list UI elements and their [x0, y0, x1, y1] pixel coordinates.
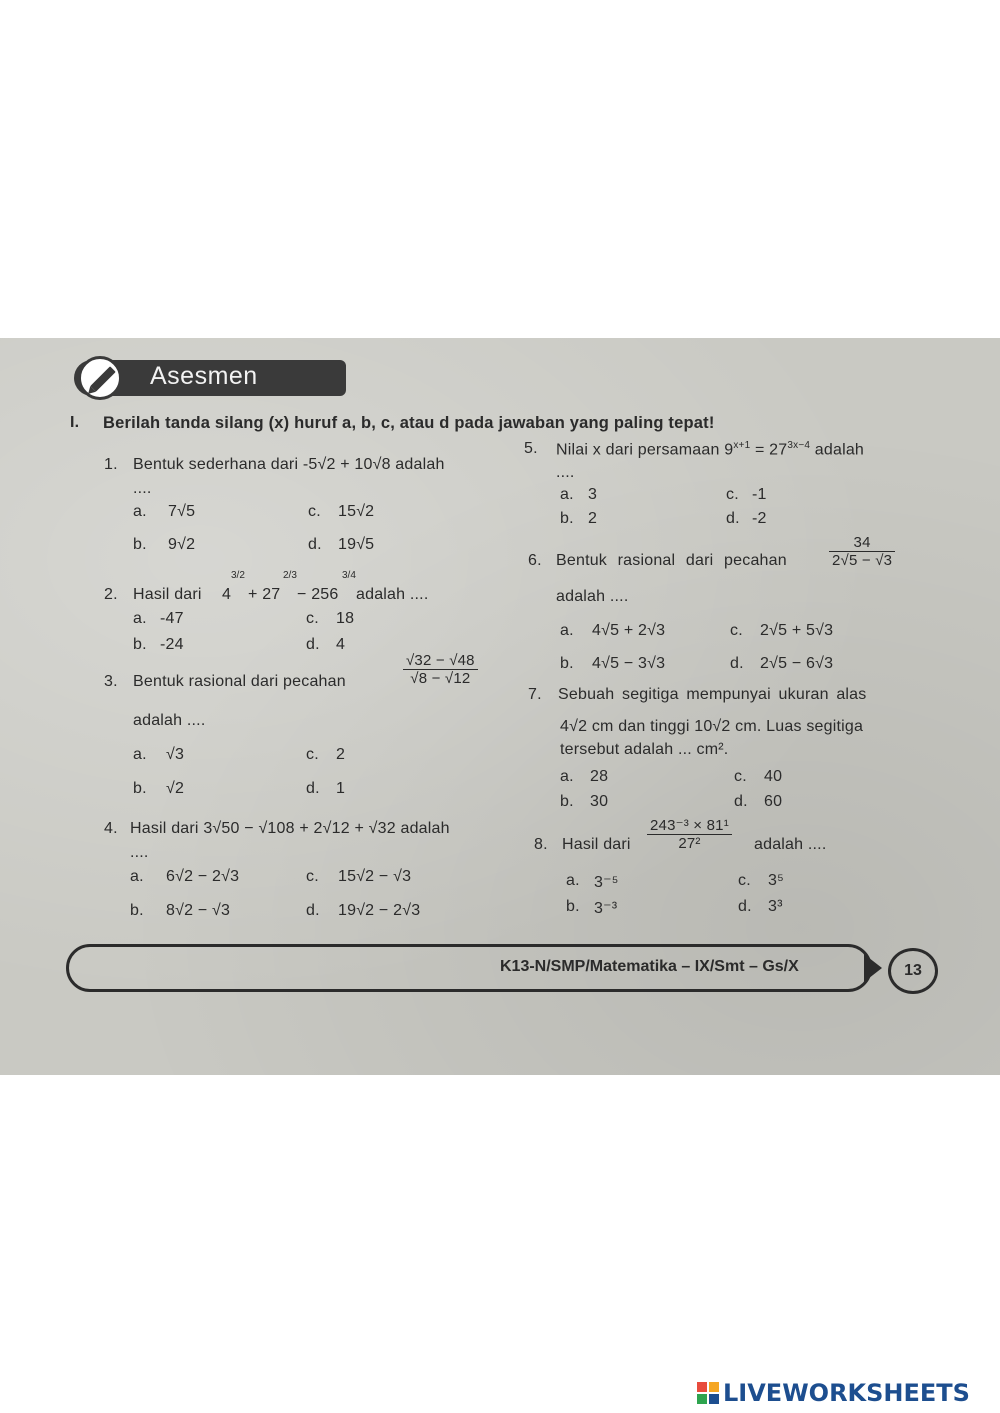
q4-number: 4.: [104, 820, 118, 837]
q5-option-c[interactable]: -1: [752, 486, 767, 503]
q4-option-d-label[interactable]: d.: [306, 902, 320, 919]
q2-base-2: + 27: [248, 586, 281, 603]
q2-number: 2.: [104, 586, 118, 603]
q4-option-a[interactable]: 6√2 − 2√3: [166, 868, 240, 885]
q5-option-d[interactable]: -2: [752, 510, 767, 527]
q3-numerator: √32 − √48: [406, 652, 475, 669]
q5-number: 5.: [524, 440, 538, 457]
q3-option-a[interactable]: √3: [166, 746, 185, 763]
q2-option-b[interactable]: -24: [160, 636, 184, 653]
q7-option-c[interactable]: 40: [764, 768, 783, 785]
q5-cont: ....: [556, 464, 575, 481]
q6-option-b[interactable]: 4√5 − 3√3: [592, 655, 666, 672]
q3-text: Bentuk rasional dari pecahan: [133, 673, 346, 690]
q1-text: Bentuk sederhana dari -5√2 + 10√8 adalah: [133, 456, 445, 473]
q4-option-d[interactable]: 19√2 − 2√3: [338, 902, 421, 919]
q8-fraction: [644, 816, 735, 852]
q8-option-c[interactable]: 3⁵: [768, 872, 784, 889]
q3-option-a-label[interactable]: a.: [133, 746, 147, 763]
q1-number: 1.: [104, 456, 118, 473]
q3-option-c[interactable]: 2: [336, 746, 346, 763]
q2-text-pre: Hasil dari: [133, 586, 202, 603]
q8-text-post: adalah ....: [754, 836, 827, 853]
q1-cont: ....: [133, 480, 152, 497]
q6-option-d[interactable]: 2√5 − 6√3: [760, 655, 834, 672]
q6-cont: adalah ....: [556, 588, 629, 605]
q1-option-c[interactable]: 15√2: [338, 503, 375, 520]
q2-option-c-label[interactable]: c.: [306, 610, 319, 627]
q7-option-a-label[interactable]: a.: [560, 768, 574, 785]
q3-option-b-label[interactable]: b.: [133, 780, 147, 797]
q8-numerator: 243⁻³ × 81¹: [650, 817, 729, 834]
q3-option-d-label[interactable]: d.: [306, 780, 320, 797]
liveworksheets-logo-icon: [697, 1382, 719, 1404]
q2-option-a-label[interactable]: a.: [133, 610, 147, 627]
q5-option-c-label[interactable]: c.: [726, 486, 739, 503]
q6-option-d-label[interactable]: d.: [730, 655, 744, 672]
q3-option-c-label[interactable]: c.: [306, 746, 319, 763]
q3-option-b[interactable]: √2: [166, 780, 185, 797]
q2-option-d-label[interactable]: d.: [306, 636, 320, 653]
q6-option-a[interactable]: 4√5 + 2√3: [592, 622, 666, 639]
q3-number: 3.: [104, 673, 118, 690]
q8-option-a[interactable]: 3⁻⁵: [594, 874, 619, 891]
q3-fraction: [400, 652, 481, 687]
q2-base-3: − 256: [297, 586, 339, 603]
q3-option-d[interactable]: 1: [336, 780, 346, 797]
q4-option-c-label[interactable]: c.: [306, 868, 319, 885]
q6-option-a-label[interactable]: a.: [560, 622, 574, 639]
q6-text: Bentuk rasional dari pecahan: [556, 552, 787, 569]
q6-numerator: 34: [853, 534, 871, 551]
q8-text: Hasil dari: [562, 836, 631, 853]
q5-option-a-label[interactable]: a.: [560, 486, 574, 503]
q8-option-d-label[interactable]: d.: [738, 898, 752, 915]
banner-title: Asesmen: [150, 362, 258, 390]
q8-denominator: 27²: [647, 834, 732, 852]
q2-option-c[interactable]: 18: [336, 610, 355, 627]
q6-number: 6.: [528, 552, 542, 569]
q8-option-b-label[interactable]: b.: [566, 898, 580, 915]
q7-option-b-label[interactable]: b.: [560, 793, 574, 810]
q8-option-a-label[interactable]: a.: [566, 872, 580, 889]
q2-option-a[interactable]: -47: [160, 610, 184, 627]
page-number: 13: [888, 948, 938, 994]
q1-option-b-label[interactable]: b.: [133, 536, 147, 553]
q1-option-c-label[interactable]: c.: [308, 503, 321, 520]
q4-option-a-label[interactable]: a.: [130, 868, 144, 885]
q5-text: Nilai x dari persamaan $9^{x+1} = 27^{3x-4}$ adalah: [556, 440, 865, 459]
section-number: I.: [70, 414, 80, 431]
watermark-text: LIVEWORKSHEETS: [723, 1379, 970, 1407]
liveworksheets-watermark: [697, 1380, 970, 1406]
q7-option-d[interactable]: 60: [764, 793, 783, 810]
q7-line-3: tersebut adalah ... cm².: [560, 741, 729, 758]
q1-option-a[interactable]: 7√5: [168, 503, 196, 520]
q3-cont: adalah ....: [133, 712, 206, 729]
q1-option-b[interactable]: 9√2: [168, 536, 196, 553]
q6-denominator: 2√5 − √3: [829, 551, 895, 569]
q7-line-2: 4√2 cm dan tinggi 10√2 cm. Luas segitiga: [560, 718, 864, 735]
q4-option-c[interactable]: 15√2 − √3: [338, 868, 412, 885]
q2-base-1: 4: [222, 586, 232, 603]
q7-option-d-label[interactable]: d.: [734, 793, 748, 810]
q8-number: 8.: [534, 836, 548, 853]
q5-option-b[interactable]: 2: [588, 510, 598, 527]
q8-option-c-label[interactable]: c.: [738, 872, 751, 889]
q4-cont: ....: [130, 844, 149, 861]
footer-text: K13-N/SMP/Matematika – IX/Smt – Gs/X: [500, 958, 799, 975]
q7-text: Sebuah segitiga mempunyai ukuran alas: [558, 686, 867, 703]
q3-denominator: √8 − √12: [403, 669, 478, 687]
q2-exponent-1: 3/2: [231, 570, 245, 581]
q5-option-b-label[interactable]: b.: [560, 510, 574, 527]
q2-option-d[interactable]: 4: [336, 636, 346, 653]
q4-text: Hasil dari 3√50 − √108 + 2√12 + √32 adalah: [130, 820, 450, 837]
q4-option-b[interactable]: 8√2 − √3: [166, 902, 231, 919]
footer-arrow-icon: [864, 954, 882, 982]
q5-option-a[interactable]: 3: [588, 486, 598, 503]
q1-option-d-label[interactable]: d.: [308, 536, 322, 553]
worksheet-photo: [0, 338, 1000, 1075]
section-instruction: Berilah tanda silang (x) huruf a, b, c, atau d pada jawaban yang paling tepat!: [103, 414, 715, 432]
q7-option-b[interactable]: 30: [590, 793, 609, 810]
q7-number: 7.: [528, 686, 542, 703]
q2-exponent-2: 2/3: [283, 570, 297, 581]
q5-option-d-label[interactable]: d.: [726, 510, 740, 527]
q2-text-post: adalah ....: [356, 586, 429, 603]
q8-option-b[interactable]: 3⁻³: [594, 900, 618, 917]
q4-option-b-label[interactable]: b.: [130, 902, 144, 919]
q6-option-b-label[interactable]: b.: [560, 655, 574, 672]
q8-option-d[interactable]: 3³: [768, 898, 783, 915]
q7-option-c-label[interactable]: c.: [734, 768, 747, 785]
q6-option-c-label[interactable]: c.: [730, 622, 743, 639]
q2-option-b-label[interactable]: b.: [133, 636, 147, 653]
q6-fraction: [826, 534, 898, 569]
q7-option-a[interactable]: 28: [590, 768, 609, 785]
pencil-icon: [78, 356, 122, 400]
q1-option-d[interactable]: 19√5: [338, 536, 375, 553]
q2-exponent-3: 3/4: [342, 570, 356, 581]
q6-option-c[interactable]: 2√5 + 5√3: [760, 622, 834, 639]
q1-option-a-label[interactable]: a.: [133, 503, 147, 520]
